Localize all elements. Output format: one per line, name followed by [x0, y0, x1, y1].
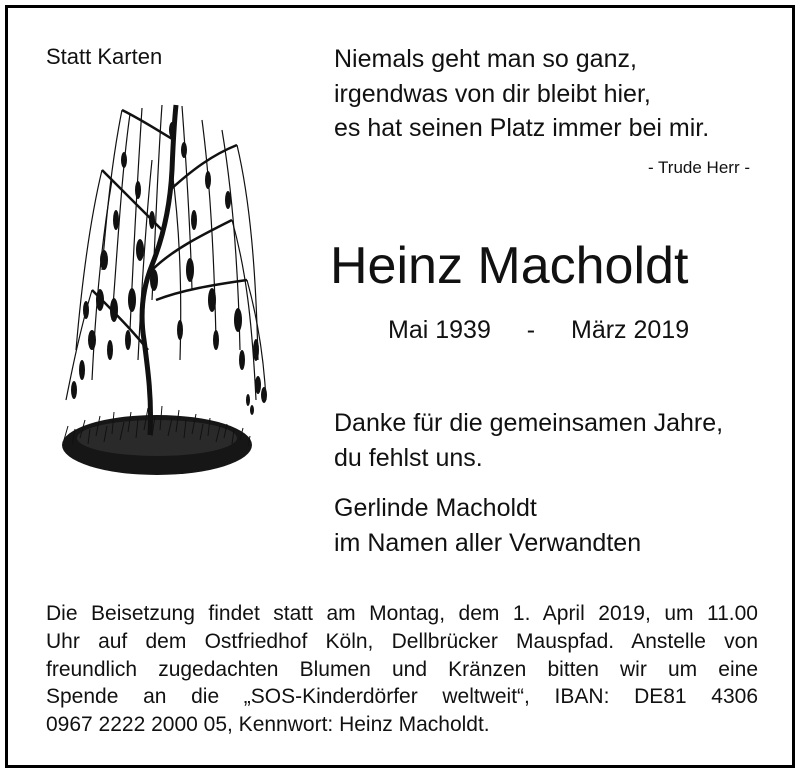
gratitude-line: du fehlst uns. — [334, 443, 483, 472]
gratitude-line: Danke für die gemeinsamen Jahre, — [334, 409, 724, 437]
poem-line: Niemals geht man so ganz, — [334, 45, 637, 73]
poem-line: irgendwas von dir bleibt hier, — [334, 79, 651, 108]
notice-line: Uhr auf dem Ostfriedhof Köln, Dellbrücker Mauspfad. Anstelle von — [46, 629, 758, 653]
obituary-card — [5, 5, 795, 768]
funeral-notice — [46, 600, 758, 739]
signature — [334, 491, 641, 560]
deceased-name: Heinz Macholdt — [330, 237, 689, 295]
statt-karten-label: Statt Karten — [46, 44, 163, 69]
notice-line: Spende an die „SOS-Kinderdörfer weltweit“, IBAN: DE81 4306 — [46, 685, 758, 709]
poem — [334, 42, 709, 146]
notice-line: freundlich zugedachten Blumen und Kränzen bitten wir um eine — [46, 657, 758, 681]
poem-author: - Trude Herr - — [647, 158, 750, 177]
signature-line: im Namen aller Verwandten — [334, 528, 642, 557]
death-date: März 2019 — [571, 316, 690, 344]
weeping-willow-icon — [52, 100, 282, 490]
gratitude-text — [334, 406, 723, 475]
poem-line: es hat seinen Platz immer bei mir. — [334, 114, 710, 142]
signature-line: Gerlinde Macholdt — [334, 494, 537, 522]
notice-line: Die Beisetzung findet statt am Montag, dem 1. April 2019, um 11.00 — [46, 602, 758, 625]
date-separator: - — [526, 316, 536, 344]
birth-date: Mai 1939 — [388, 316, 491, 344]
notice-line: 0967 2222 2000 05, Kennwort: Heinz Macholdt. — [46, 713, 490, 737]
life-dates — [388, 316, 689, 345]
